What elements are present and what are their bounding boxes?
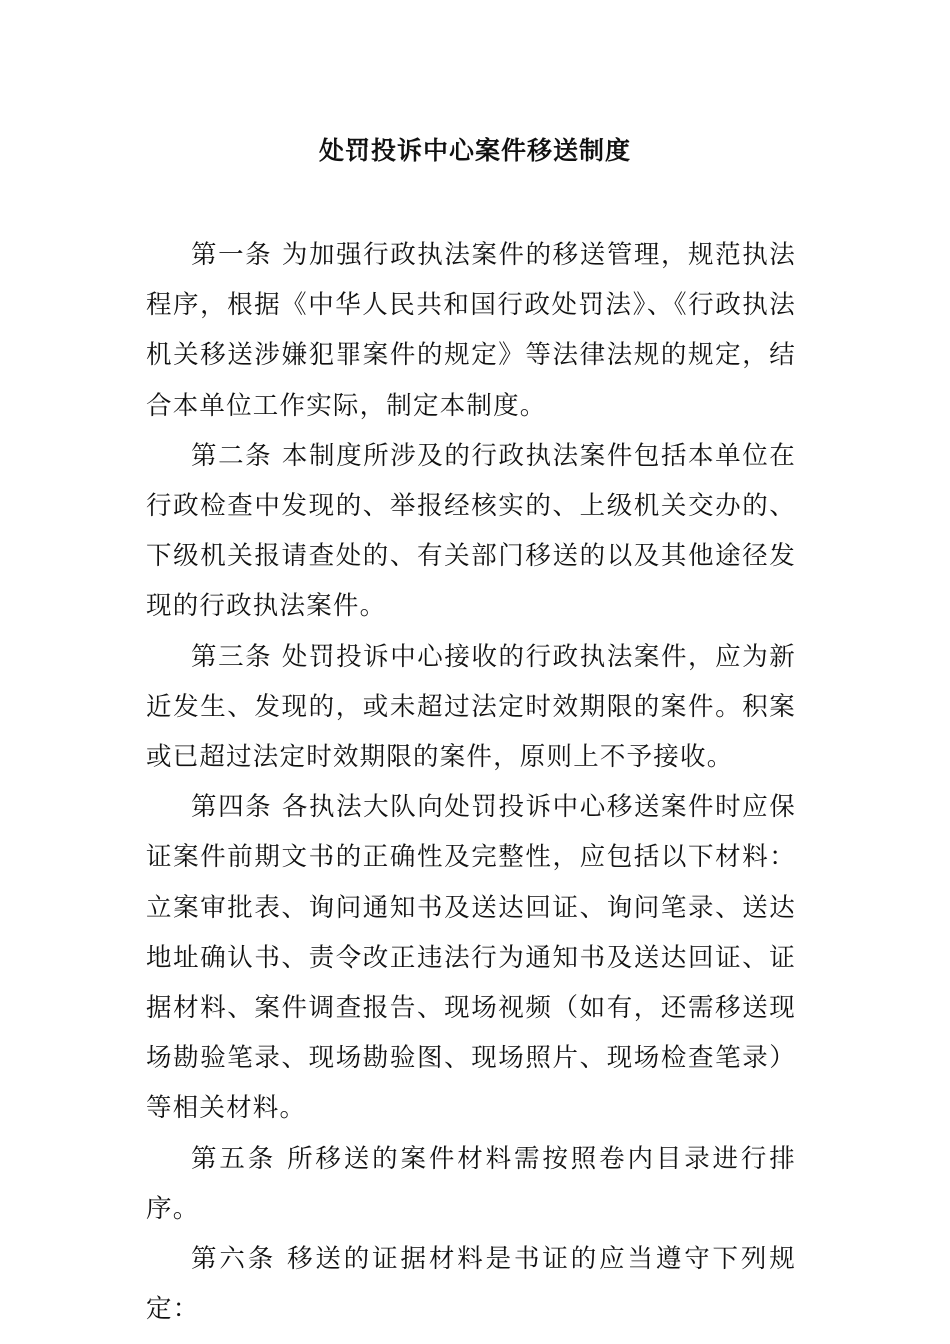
document-body bbox=[146, 230, 796, 1334]
article-4-paragraph: 第四条 各执法大队向处罚投诉中心移送案件时应保证案件前期文书的正确性及完整性，应包括以下材料：立案审批表、询问通知书及送达回证、询问笔录、送达地址确认书、责令改正违法行为通知书及送达回证、证据材料、案件调查报告、现场视频（如有，还需移送现场勘验笔录、现场勘验图、现场照片、现场检查笔录）等相关材料。 bbox=[146, 792, 796, 1124]
document-title: 处罚投诉中心案件移送制度 bbox=[318, 136, 631, 165]
article-6-paragraph: 第六条 移送的证据材料是书证的应当遵守下列规定： bbox=[146, 1244, 796, 1325]
article-5-paragraph: 第五条 所移送的案件材料需按照卷内目录进行排序。 bbox=[146, 1143, 796, 1224]
article-3-paragraph: 第三条 处罚投诉中心接收的行政执法案件，应为新近发生、发现的，或未超过法定时效期限的案件。积案或已超过法定时效期限的案件，原则上不予接收。 bbox=[146, 641, 796, 773]
article-2-paragraph: 第二条 本制度所涉及的行政执法案件包括本单位在行政检查中发现的、举报经核实的、上级机关交办的、下级机关报请查处的、有关部门移送的以及其他途径发现的行政执法案件。 bbox=[146, 440, 796, 622]
article-1-paragraph: 第一条 为加强行政执法案件的移送管理，规范执法程序，根据《中华人民共和国行政处罚法》、《行政执法机关移送涉嫌犯罪案件的规定》等法律法规的规定，结合本单位工作实际，制定本制度。 bbox=[146, 240, 796, 421]
